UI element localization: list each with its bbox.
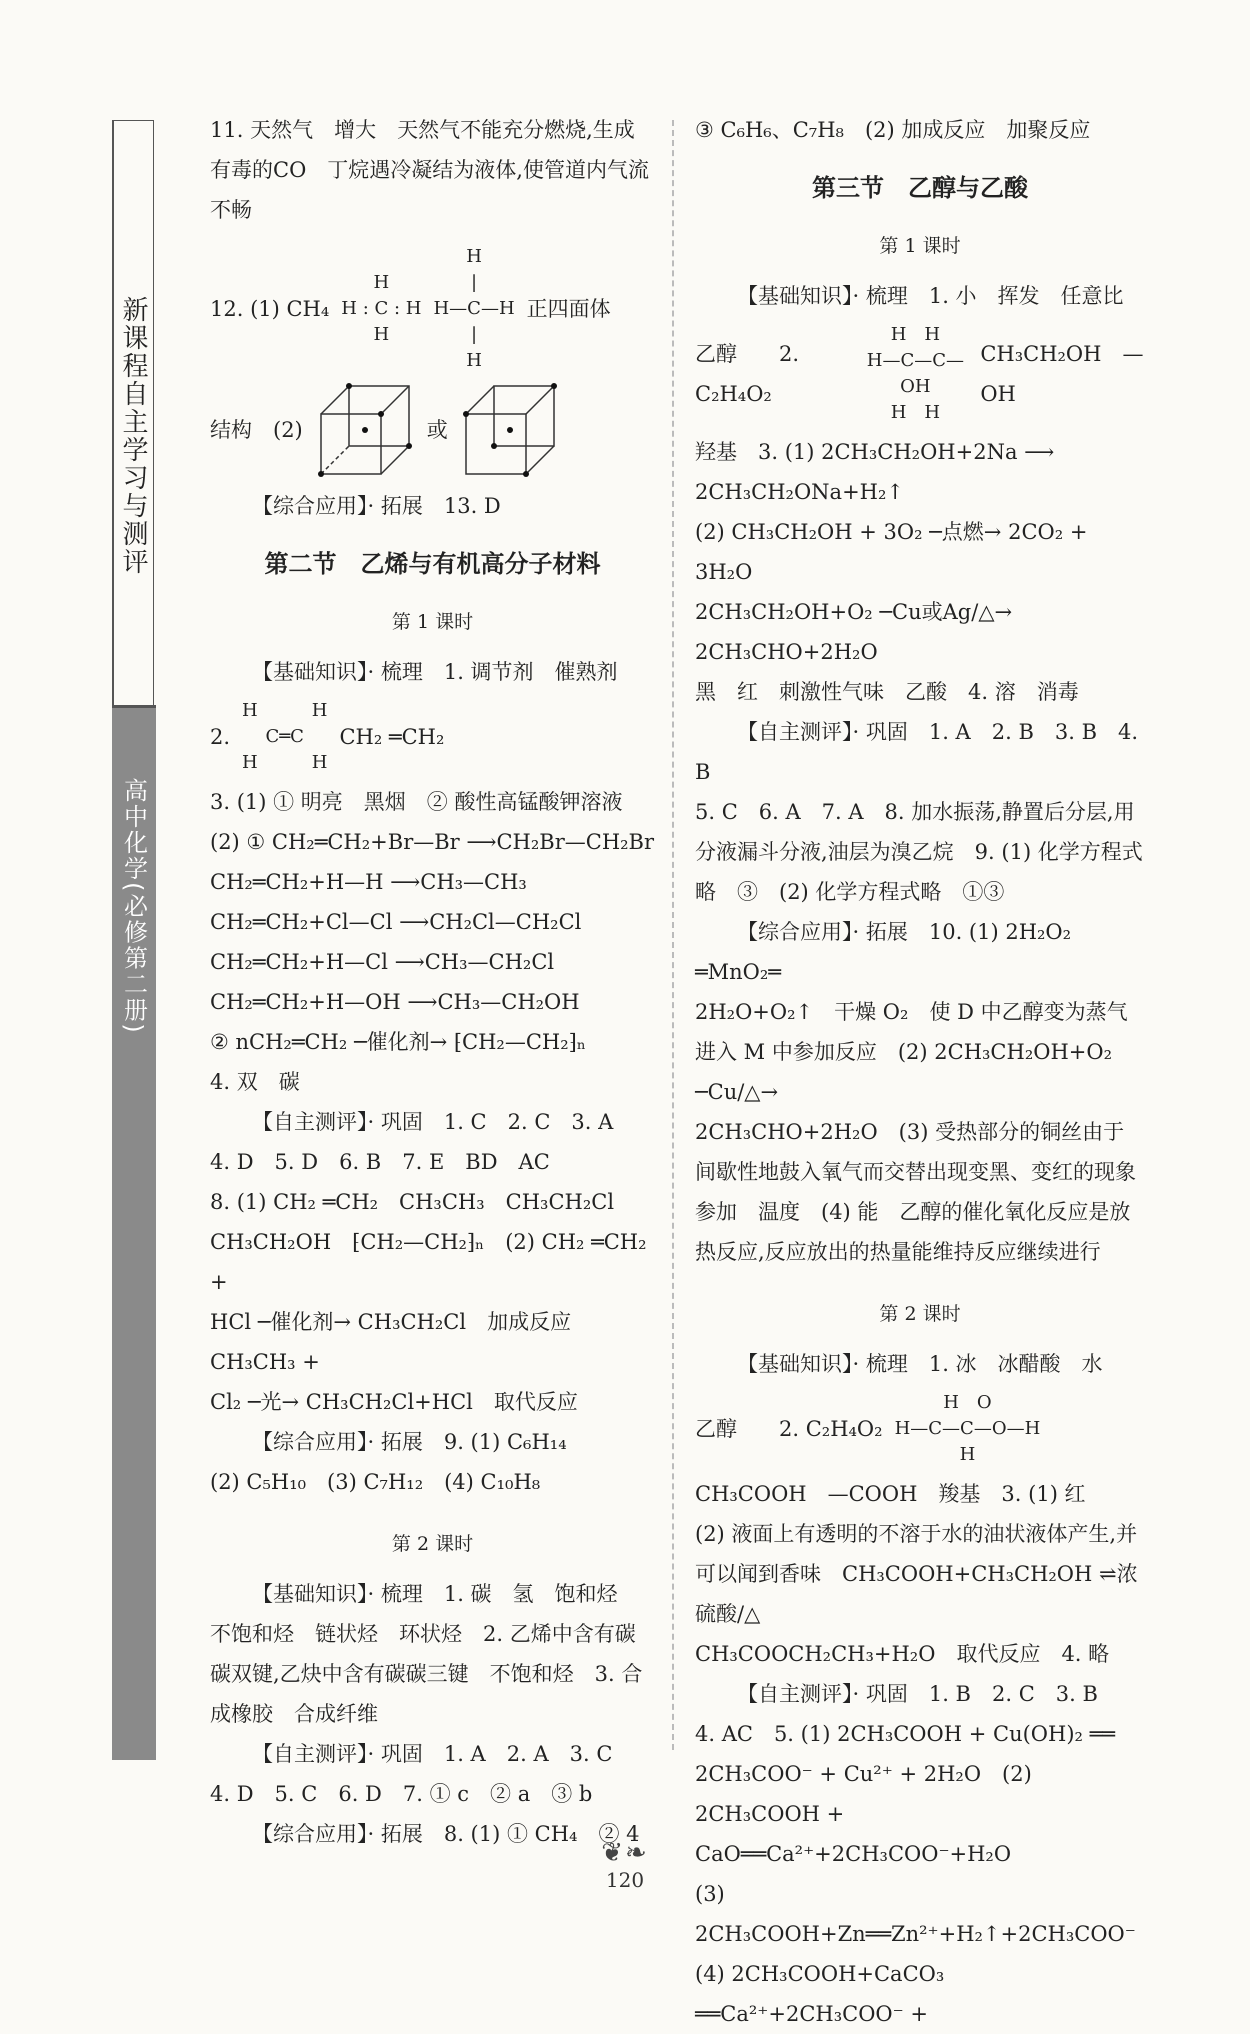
- structure-text: 结构 (2): [210, 418, 303, 442]
- acetic-acid-structure: 乙醇 2. C₂H₄O₂ H O H—C—C—O—H H: [695, 1390, 1145, 1468]
- app-13: 【综合应用】· 拓展 13. D: [252, 494, 501, 518]
- ornament-icon: ❦❧: [601, 1838, 649, 1868]
- methane-structural-formula: H | H—C—H | H: [433, 246, 515, 371]
- answer-12-cubes: [210, 380, 655, 480]
- acetic-acid-structural-formula: H O H—C—C—O—H H: [894, 1392, 1041, 1465]
- page-number: 120: [605, 1868, 645, 1892]
- answer-12-text: 12. (1) CH₄: [210, 297, 330, 321]
- answer-11: 11. 天然气 增大 天然气不能充分燃烧,生成有毒的CO 丁烷遇冷凝结为液体,使管道内气流不畅: [210, 118, 649, 222]
- tetrahedron-text: 正四面体: [526, 297, 611, 321]
- lesson-2-title: 第 2 课时: [391, 1533, 474, 1555]
- ethanol-structural-formula: H H H—C—C—OH H H: [866, 324, 965, 423]
- ethylene-structure: 2. H H C═C H H CH₂ ═CH₂: [210, 698, 655, 776]
- section-2-title: 第二节 乙烯与有机高分子材料: [264, 550, 601, 578]
- ethylene-structural-formula: H H C═C H H: [242, 700, 328, 773]
- ethanol-structure: 乙醇 2. C₂H₄O₂ H H H—C—C—OH H H CH₃CH₂OH —OH: [695, 322, 1145, 426]
- cube-diagram-1: [315, 380, 415, 480]
- lesson-2-title-r: 第 2 课时: [879, 1303, 961, 1325]
- left-column: 11. 天然气 增大 天然气不能充分燃烧,生成有毒的CO 丁烷遇冷凝结为液体,使管道内气流不畅 12. (1) CH₄ H H : C : H H H | H—C—H | H 正四面体 结构 (2) 或 【综合应用】· 拓展 13. D 第二节 乙烯与有机高分子材料 第 1 课时 【基础知识】· 梳理 1. 调节剂 催熟剂 2. H H C═C H H CH₂ ═CH₂ 3. (1) ① 明亮 黑烟 ② 酸性高锰酸钾溶液 (2) ① CH₂═CH₂+Br—Br ⟶CH₂Br—CH₂Br CH₂═CH₂+H—H ⟶CH₃—CH₃ CH₂═CH₂+Cl—Cl ⟶CH₂Cl—CH₂Cl CH₂═CH₂+H—Cl ⟶CH₃—CH₂Cl CH₂═CH₂+H—OH ⟶CH₃—CH₂OH ② nCH₂═CH₂ ─催化剂→ ⁅CH₂—CH₂⁆ₙ 4. 双 碳 【自主测评】· 巩固 1. C 2. C 3. A 4. D 5. D 6. B 7. E BD AC 8. (1) CH₂ ═CH₂ CH₃CH₃ CH₃CH₂Cl CH₃CH₂OH ⁅CH₂—CH₂⁆ₙ (2) CH₂ ═CH₂ + HCl ─催化剂→ CH₃CH₂Cl 加成反应 CH₃CH₃ + Cl₂ ─光→ CH₃CH₂Cl+HCl 取代反应 【综合应用】· 拓展 9. (1) C₆H₁₄ (2) C₅H₁₀ (3) C₇H₁₂ (4) C₁₀H₈ 第 2 课时 【基础知识】· 梳理 1. 碳 氢 饱和烃 不饱和烃 链状烃 环状烃 2. 乙烯中含有碳碳双键,乙炔中含有碳碳三键 不饱和烃 3. 合成橡胶 合成纤维 【自主测评】· 巩固 1. A 2. A 3. C 4. D 5. C 6. D 7. ① c ② a ③ b 【综合应用】· 拓展 8. (1) ① CH₄ ② 4: [210, 110, 655, 1854]
- column-divider: [672, 120, 674, 1750]
- or-text: 或: [426, 418, 448, 442]
- subject-label: [112, 705, 156, 1760]
- lesson-1-title: 第 1 课时: [391, 611, 474, 633]
- section-3-title: 第三节 乙醇与乙酸: [812, 174, 1028, 202]
- cube-diagram-2: [460, 380, 560, 480]
- lesson-1-title-r: 第 1 课时: [879, 235, 961, 257]
- sidebar: [112, 120, 156, 1760]
- series-label: [114, 120, 154, 705]
- subject-title: 高中化学(必修第二册): [119, 778, 148, 1035]
- page-footer: [520, 1838, 730, 1898]
- basic-knowledge-1: 【基础知识】· 梳理 1. 调节剂 催熟剂: [252, 660, 618, 684]
- series-title: 新课程自主学习与测评: [118, 296, 148, 576]
- right-column: ③ C₆H₆、C₇H₈ (2) 加成反应 加聚反应 第三节 乙醇与乙酸 第 1 课时 【基础知识】· 梳理 1. 小 挥发 任意比 乙醇 2. C₂H₄O₂ H H H—C—C—OH H H CH₃CH₂OH —OH 羟基 3. (1) 2CH₃CH₂OH+2Na ⟶ 2CH₃CH₂ONa+H₂↑ (2) CH₃CH₂OH + 3O₂ ─点燃→ 2CO₂ + 3H₂O 2CH₃CH₂OH+O₂ ─Cu或Ag/△→ 2CH₃CHO+2H₂O 黑 红 刺激性气味 乙酸 4. 溶 消毒 【自主测评】· 巩固 1. A 2. B 3. B 4. B 5. C 6. A 7. A 8. 加水振荡,静置后分层,用分液漏斗分液,油层为溴乙烷 9. (1) 化学方程式略 ③ (2) 化学方程式略 ①③ 【综合应用】· 拓展 10. (1) 2H₂O₂ ═MnO₂═ 2H₂O+O₂↑ 干燥 O₂ 使 D 中乙醇变为蒸气进入 M 中参加反应 (2) 2CH₃CH₂OH+O₂ ─Cu/△→ 2CH₃CHO+2H₂O (3) 受热部分的铜丝由于间歇性地鼓入氧气而交替出现变黑、变红的现象 参加 温度 (4) 能 乙醇的催化氧化反应是放热反应,反应放出的热量能维持反应继续进行 第 2 课时 【基础知识】· 梳理 1. 冰 冰醋酸 水 乙醇 2. C₂H₄O₂ H O H—C—C—O—H H CH₃COOH —COOH 羧基 3. (1) 红 (2) 液面上有透明的不溶于水的油状液体产生,并可以闻到香味 CH₃COOH+CH₃CH₂OH ⇌浓硫酸/△ CH₃COOCH₂CH₃+H₂O 取代反应 4. 略 【自主测评】· 巩固 1. B 2. C 3. B 4. AC 5. (1) 2CH₃COOH + Cu(OH)₂ ══ 2CH₃COO⁻ + Cu²⁺ + 2H₂O (2) 2CH₃COOH + CaO══Ca²⁺+2CH₃COO⁻+H₂O (3) 2CH₃COOH+Zn══Zn²⁺+H₂↑+2CH₃COO⁻ (4) 2CH₃COOH+CaCO₃ ══Ca²⁺+2CH₃COO⁻ +: [695, 118, 1157, 2026]
- methane-electron-formula: H H : C : H H: [341, 272, 422, 345]
- answer-12-formulas: [210, 244, 655, 374]
